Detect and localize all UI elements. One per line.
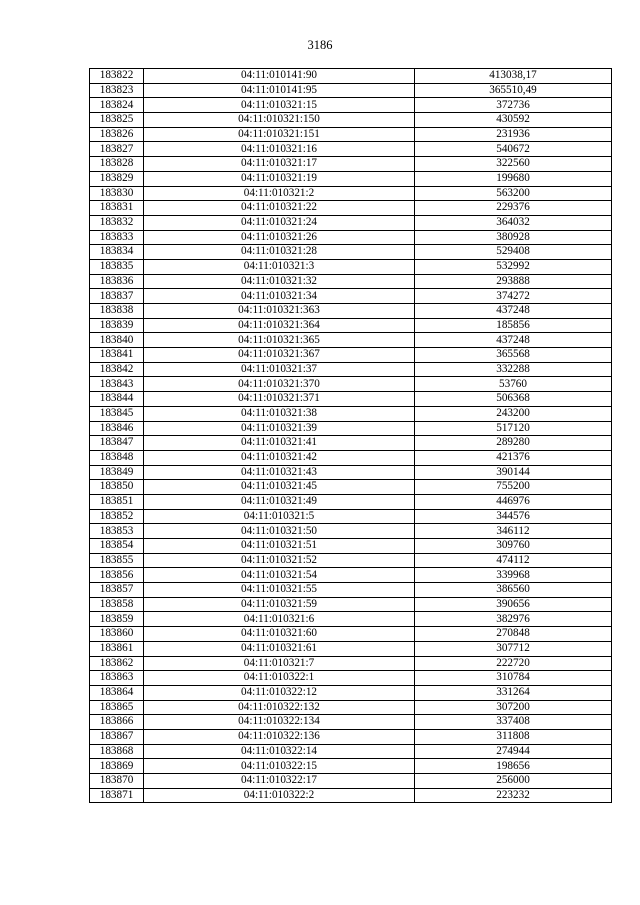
value-cell: 243200 [415, 406, 612, 421]
cadastral-number-cell: 04:11:010321:50 [144, 524, 415, 539]
value-cell: 390144 [415, 465, 612, 480]
value-cell: 339968 [415, 568, 612, 583]
cadastral-number-cell: 04:11:010321:60 [144, 627, 415, 642]
value-cell: 374272 [415, 289, 612, 304]
row-number-cell: 183846 [90, 421, 144, 436]
table-row [90, 539, 612, 554]
row-number-cell: 183822 [90, 69, 144, 84]
row-number-cell: 183833 [90, 230, 144, 245]
table-row [90, 259, 612, 274]
value-cell: 421376 [415, 450, 612, 465]
row-number-cell: 183853 [90, 524, 144, 539]
table-row [90, 583, 612, 598]
table-row [90, 465, 612, 480]
table-row [90, 597, 612, 612]
cadastral-number-cell: 04:11:010321:41 [144, 436, 415, 451]
value-cell: 229376 [415, 201, 612, 216]
value-cell: 364032 [415, 215, 612, 230]
value-cell: 309760 [415, 539, 612, 554]
value-cell: 222720 [415, 656, 612, 671]
value-cell: 223232 [415, 788, 612, 803]
row-number-cell: 183834 [90, 245, 144, 260]
value-cell: 289280 [415, 436, 612, 451]
value-cell: 386560 [415, 583, 612, 598]
value-cell: 322560 [415, 157, 612, 172]
table-row [90, 69, 612, 84]
cadastral-number-cell: 04:11:010322:12 [144, 685, 415, 700]
cadastral-number-cell: 04:11:010321:24 [144, 215, 415, 230]
table-row [90, 524, 612, 539]
value-cell: 365510,49 [415, 83, 612, 98]
value-cell: 755200 [415, 480, 612, 495]
cadastral-number-cell: 04:11:010321:19 [144, 171, 415, 186]
row-number-cell: 183844 [90, 392, 144, 407]
table-row [90, 245, 612, 260]
table-row [90, 774, 612, 789]
row-number-cell: 183830 [90, 186, 144, 201]
cadastral-number-cell: 04:11:010321:6 [144, 612, 415, 627]
page-number: 3186 [307, 38, 333, 52]
value-cell: 199680 [415, 171, 612, 186]
table-row [90, 494, 612, 509]
value-cell: 380928 [415, 230, 612, 245]
row-number-cell: 183847 [90, 436, 144, 451]
row-number-cell: 183870 [90, 774, 144, 789]
table-row [90, 289, 612, 304]
row-number-cell: 183867 [90, 729, 144, 744]
value-cell: 346112 [415, 524, 612, 539]
cadastral-number-cell: 04:11:010321:7 [144, 656, 415, 671]
row-number-cell: 183838 [90, 304, 144, 319]
row-number-cell: 183869 [90, 759, 144, 774]
table-row [90, 377, 612, 392]
cadastral-number-cell: 04:11:010321:17 [144, 157, 415, 172]
row-number-cell: 183825 [90, 113, 144, 128]
cadastral-number-cell: 04:11:010322:2 [144, 788, 415, 803]
cadastral-number-cell: 04:11:010322:134 [144, 715, 415, 730]
value-cell: 311808 [415, 729, 612, 744]
cadastral-number-cell: 04:11:010141:90 [144, 69, 415, 84]
cadastral-number-cell: 04:11:010322:15 [144, 759, 415, 774]
table-row [90, 641, 612, 656]
table-row [90, 274, 612, 289]
row-number-cell: 183857 [90, 583, 144, 598]
table-row [90, 215, 612, 230]
value-cell: 437248 [415, 333, 612, 348]
cadastral-number-cell: 04:11:010321:37 [144, 362, 415, 377]
value-cell: 337408 [415, 715, 612, 730]
table-row [90, 201, 612, 216]
table-row [90, 348, 612, 363]
value-cell: 185856 [415, 318, 612, 333]
value-cell: 310784 [415, 671, 612, 686]
table-row [90, 127, 612, 142]
table-row [90, 656, 612, 671]
row-number-cell: 183854 [90, 539, 144, 554]
table-row [90, 729, 612, 744]
row-number-cell: 183826 [90, 127, 144, 142]
row-number-cell: 183845 [90, 406, 144, 421]
row-number-cell: 183823 [90, 83, 144, 98]
cadastral-number-cell: 04:11:010141:95 [144, 83, 415, 98]
table-row [90, 362, 612, 377]
row-number-cell: 183829 [90, 171, 144, 186]
table-row [90, 685, 612, 700]
value-cell: 332288 [415, 362, 612, 377]
cadastral-number-cell: 04:11:010321:43 [144, 465, 415, 480]
row-number-cell: 183831 [90, 201, 144, 216]
row-number-cell: 183865 [90, 700, 144, 715]
value-cell: 390656 [415, 597, 612, 612]
value-cell: 446976 [415, 494, 612, 509]
row-number-cell: 183837 [90, 289, 144, 304]
value-cell: 198656 [415, 759, 612, 774]
cadastral-number-cell: 04:11:010321:49 [144, 494, 415, 509]
row-number-cell: 183868 [90, 744, 144, 759]
value-cell: 53760 [415, 377, 612, 392]
cadastral-number-cell: 04:11:010321:61 [144, 641, 415, 656]
table-row [90, 450, 612, 465]
table-row [90, 700, 612, 715]
value-cell: 307712 [415, 641, 612, 656]
cadastral-number-cell: 04:11:010321:54 [144, 568, 415, 583]
row-number-cell: 183862 [90, 656, 144, 671]
cadastral-number-cell: 04:11:010321:363 [144, 304, 415, 319]
value-cell: 540672 [415, 142, 612, 157]
value-cell: 344576 [415, 509, 612, 524]
cadastral-number-cell: 04:11:010321:34 [144, 289, 415, 304]
table-row [90, 230, 612, 245]
table-row [90, 157, 612, 172]
row-number-cell: 183850 [90, 480, 144, 495]
cadastral-number-cell: 04:11:010321:38 [144, 406, 415, 421]
table-row [90, 671, 612, 686]
cadastral-number-cell: 04:11:010321:151 [144, 127, 415, 142]
cadastral-number-cell: 04:11:010322:17 [144, 774, 415, 789]
row-number-cell: 183843 [90, 377, 144, 392]
row-number-cell: 183851 [90, 494, 144, 509]
value-cell: 231936 [415, 127, 612, 142]
table-row [90, 142, 612, 157]
cadastral-number-cell: 04:11:010321:22 [144, 201, 415, 216]
table-row [90, 627, 612, 642]
value-cell: 529408 [415, 245, 612, 260]
row-number-cell: 183861 [90, 641, 144, 656]
table-row [90, 480, 612, 495]
row-number-cell: 183863 [90, 671, 144, 686]
value-cell: 430592 [415, 113, 612, 128]
value-cell: 270848 [415, 627, 612, 642]
value-cell: 256000 [415, 774, 612, 789]
value-cell: 506368 [415, 392, 612, 407]
cadastral-number-cell: 04:11:010321:39 [144, 421, 415, 436]
value-cell: 413038,17 [415, 69, 612, 84]
cadastral-number-cell: 04:11:010321:3 [144, 259, 415, 274]
table-row [90, 98, 612, 113]
value-cell: 307200 [415, 700, 612, 715]
row-number-cell: 183824 [90, 98, 144, 113]
row-number-cell: 183840 [90, 333, 144, 348]
cadastral-value-table [89, 68, 612, 803]
cadastral-number-cell: 04:11:010322:1 [144, 671, 415, 686]
table-body [90, 69, 612, 803]
table-row [90, 406, 612, 421]
value-cell: 532992 [415, 259, 612, 274]
cadastral-number-cell: 04:11:010321:367 [144, 348, 415, 363]
value-cell: 517120 [415, 421, 612, 436]
cadastral-number-cell: 04:11:010321:16 [144, 142, 415, 157]
table-row [90, 744, 612, 759]
row-number-cell: 183852 [90, 509, 144, 524]
row-number-cell: 183832 [90, 215, 144, 230]
row-number-cell: 183866 [90, 715, 144, 730]
row-number-cell: 183848 [90, 450, 144, 465]
cadastral-number-cell: 04:11:010321:51 [144, 539, 415, 554]
cadastral-number-cell: 04:11:010321:28 [144, 245, 415, 260]
table-row [90, 318, 612, 333]
value-cell: 437248 [415, 304, 612, 319]
table-row [90, 715, 612, 730]
row-number-cell: 183828 [90, 157, 144, 172]
value-cell: 274944 [415, 744, 612, 759]
table-row [90, 113, 612, 128]
row-number-cell: 183839 [90, 318, 144, 333]
row-number-cell: 183859 [90, 612, 144, 627]
value-cell: 365568 [415, 348, 612, 363]
table-row [90, 509, 612, 524]
cadastral-number-cell: 04:11:010321:52 [144, 553, 415, 568]
row-number-cell: 183871 [90, 788, 144, 803]
cadastral-number-cell: 04:11:010321:2 [144, 186, 415, 201]
value-cell: 563200 [415, 186, 612, 201]
cadastral-number-cell: 04:11:010322:136 [144, 729, 415, 744]
cadastral-number-cell: 04:11:010321:42 [144, 450, 415, 465]
cadastral-number-cell: 04:11:010321:15 [144, 98, 415, 113]
cadastral-number-cell: 04:11:010321:26 [144, 230, 415, 245]
table-row [90, 568, 612, 583]
cadastral-number-cell: 04:11:010321:5 [144, 509, 415, 524]
cadastral-number-cell: 04:11:010321:364 [144, 318, 415, 333]
cadastral-number-cell: 04:11:010322:14 [144, 744, 415, 759]
row-number-cell: 183849 [90, 465, 144, 480]
value-cell: 372736 [415, 98, 612, 113]
cadastral-number-cell: 04:11:010321:370 [144, 377, 415, 392]
table-row [90, 333, 612, 348]
table-row [90, 392, 612, 407]
cadastral-number-cell: 04:11:010321:365 [144, 333, 415, 348]
cadastral-number-cell: 04:11:010321:371 [144, 392, 415, 407]
row-number-cell: 183836 [90, 274, 144, 289]
value-cell: 382976 [415, 612, 612, 627]
table-row [90, 83, 612, 98]
cadastral-number-cell: 04:11:010321:55 [144, 583, 415, 598]
value-cell: 331264 [415, 685, 612, 700]
row-number-cell: 183842 [90, 362, 144, 377]
cadastral-number-cell: 04:11:010321:45 [144, 480, 415, 495]
row-number-cell: 183855 [90, 553, 144, 568]
cadastral-number-cell: 04:11:010321:59 [144, 597, 415, 612]
row-number-cell: 183841 [90, 348, 144, 363]
value-cell: 293888 [415, 274, 612, 289]
table-row [90, 553, 612, 568]
table-row [90, 304, 612, 319]
table-row [90, 788, 612, 803]
row-number-cell: 183827 [90, 142, 144, 157]
table-row [90, 186, 612, 201]
row-number-cell: 183864 [90, 685, 144, 700]
table-row [90, 759, 612, 774]
cadastral-number-cell: 04:11:010321:32 [144, 274, 415, 289]
row-number-cell: 183835 [90, 259, 144, 274]
row-number-cell: 183856 [90, 568, 144, 583]
table-row [90, 421, 612, 436]
table-row [90, 171, 612, 186]
cadastral-number-cell: 04:11:010321:150 [144, 113, 415, 128]
cadastral-number-cell: 04:11:010322:132 [144, 700, 415, 715]
table-row [90, 612, 612, 627]
row-number-cell: 183858 [90, 597, 144, 612]
row-number-cell: 183860 [90, 627, 144, 642]
value-cell: 474112 [415, 553, 612, 568]
table-row [90, 436, 612, 451]
